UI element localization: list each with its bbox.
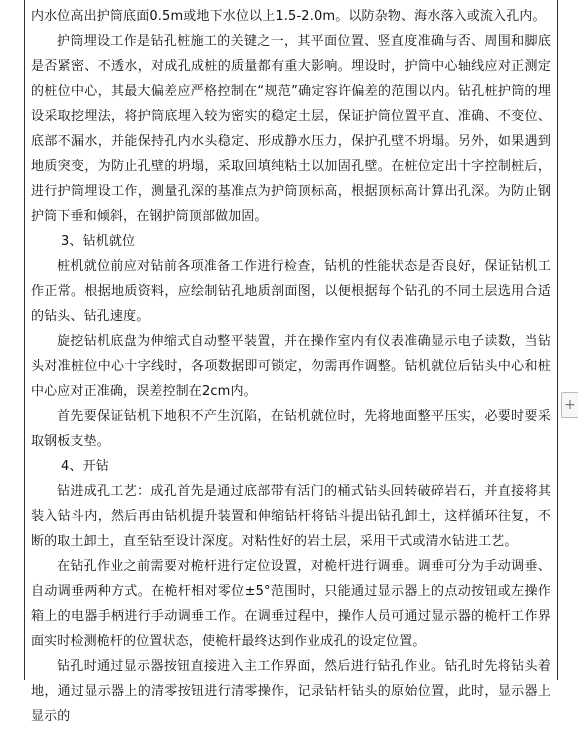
paragraph-drilling-operation: 钻孔时通过显示器按钮直接进入主工作界面，然后进行钻孔作业。钻孔时先将钻头着地，通过显示器上的清零按钮进行清零操作，记录钻杆钻头的原始位置，此时，显示器上显示的 [31, 659, 551, 724]
section-heading-rig-positioning: 3、钻机就位 [61, 234, 136, 249]
document-body [31, 4, 551, 729]
paragraph-rig-inspection: 桩机就位前应对钻前各项准备工作进行检查，钻机的性能状态是否良好，保证钻机工作正常。根据地质资料，应绘制钻孔地质剖面图，以便根据每个钻孔的不同土层选用合适的钻头、钻孔速度。 [31, 259, 551, 324]
paragraph-drilling-process: 钻进成孔工艺：成孔首先是通过底部带有活门的桶式钻头回转破碎岩石，并直接将其装入钻斗内，然后再由钻机提升装置和伸缩钻杆将钻斗提出钻孔卸土，这样循环往复，不断的取土卸土，直至钻至设计深度。对粘性好的岩土层，采用干式或清水钻进工艺。 [31, 484, 551, 549]
paragraph-mast-alignment: 在钻孔作业之前需要对桅杆进行定位设置，对桅杆进行调垂。调垂可分为手动调垂、自动调垂两种方式。在桅杆相对零位±5°范围时，只能通过显示器上的点动按钮或左操作箱上的电器手柄进行手动调垂工作。在调垂过程中，操作人员可通过显示器的桅杆工作界面实时检测桅杆的位置状态，使桅杆最终达到作业成孔的设定位置。 [31, 559, 551, 649]
paragraph-rotary-chassis: 旋挖钻机底盘为伸缩式自动整平装置，并在操作室内有仪表准确显示电子读数，当钻头对准桩位中心十字线时，各项数据即可锁定，勿需再作调整。钻机就位后钻头中心和桩中心应对正准确，误差控制在2cm内。 [31, 334, 551, 399]
document-page [24, 0, 558, 724]
expand-plus-button[interactable]: + [561, 392, 578, 418]
paragraph-ground-leveling: 首先要保证钻机下地积不产生沉陷，在钻机就位时，先将地面整平压实，必要时要采取钢板支垫。 [31, 409, 551, 449]
section-heading-start-drilling: 4、开钻 [61, 459, 109, 474]
paragraph-water-level: 内水位高出护筒底面0.5m或地下水位以上1.5-2.0m。以防杂物、海水落入或流入孔内。 [31, 9, 546, 24]
paragraph-casing-embedding: 护筒埋设工作是钻孔桩施工的关键之一，其平面位置、竖直度准确与否、周围和脚底是否紧密、不透水，对成孔成桩的质量都有重大影响。埋设时，护筒中心轴线应对正测定的桩位中心，其最大偏差应严格控制在“规范”确定容许偏差的范围以内。钻孔桩护筒的埋设采取挖埋法，将护筒底埋入较为密实的稳定土层，保证护筒位置平直、准确、不变位、底部不漏水，并能保持孔内水头稳定、形成静水压力，保护孔壁不坍塌。另外，如果遇到地质突变，为防止孔壁的坍塌，采取回填纯粘土以加固孔壁。在桩位定出十字控制桩后，进行护筒埋设工作，测量孔深的基准点为护筒顶标高，根据顶标高计算出孔深。为防止钢护筒下垂和倾斜，在钢护筒顶部做加固。 [31, 34, 551, 224]
